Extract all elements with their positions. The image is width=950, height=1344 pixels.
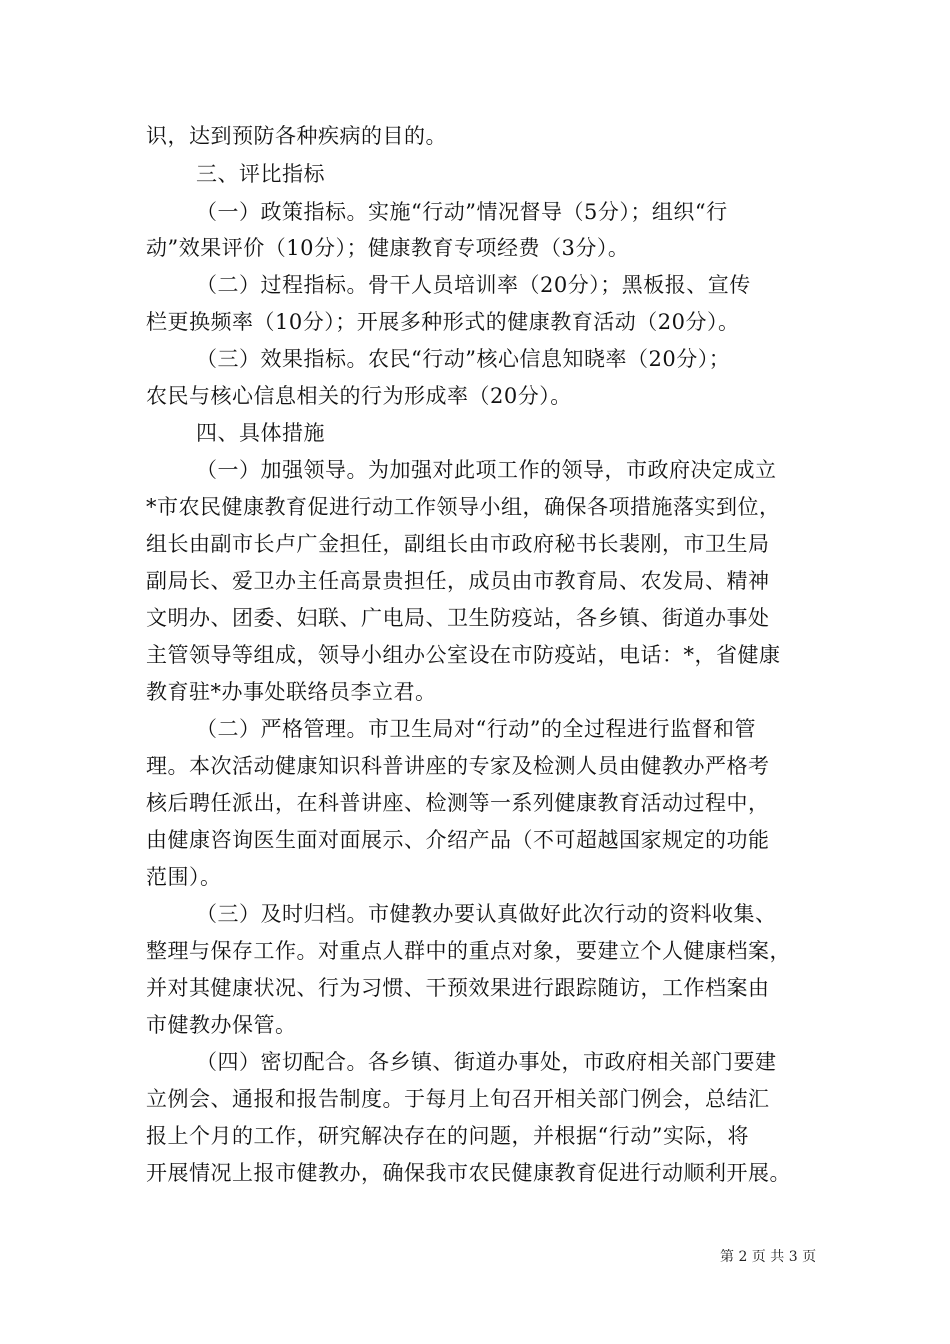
text-line: 整理与保存工作。对重点人群中的重点对象，要建立个人健康档案， [146,939,791,963]
text-line: 动”效果评价（10分）；健康教育专项经费（3分）。 [146,236,630,260]
text-line: 由健康咨询医生面对面展示、介绍产品（不可超越国家规定的功能 [146,828,770,852]
text-line: 农民与核心信息相关的行为形成率（20分）。 [146,384,572,408]
text-line: 范围）。 [146,865,222,889]
text-line: 市健教办保管。 [146,1013,297,1037]
text-line: （二）严格管理。市卫生局对“行动”的全过程进行监督和管 [196,717,756,741]
text-line: （一）政策指标。实施“行动”情况督导（5分）；组织“行 [196,200,728,224]
text-line: 报上个月的工作，研究解决存在的问题，并根据“行动”实际，将 [146,1124,749,1148]
text-line: 理。本次活动健康知识科普讲座的专家及检测人员由健教办严格考 [146,754,770,778]
text-line: 立例会、通报和报告制度。于每月上旬召开相关部门例会，总结汇 [146,1087,770,1111]
text-line: （三）效果指标。农民“行动”核心信息知晓率（20分）； [196,347,731,371]
text-line: （三）及时归档。市健教办要认真做好此次行动的资料收集、 [196,902,777,926]
text-line: （一）加强领导。为加强对此项工作的领导，市政府决定成立 [196,458,777,482]
text-line: 开展情况上报市健教办，确保我市农民健康教育促进行动顺利开展。 [146,1161,791,1185]
page-number-footer: 第 2 页 共 3 页 [720,1249,817,1265]
text-line: 组长由副市长卢广金担任，副组长由市政府秘书长裴刚，市卫生局 [146,532,770,556]
text-line: 教育驻*办事处联络员李立君。 [146,680,437,704]
section-heading: 三、评比指标 [196,162,325,186]
section-heading: 四、具体措施 [196,421,325,445]
text-line: *市农民健康教育促进行动工作领导小组，确保各项措施落实到位， [146,495,781,519]
text-line: 副局长、爱卫办主任高景贵担任，成员由市教育局、农发局、精神 [146,569,770,593]
text-line: 主管领导等组成，领导小组办公室设在市防疫站，电话：*，省健康 [146,643,781,667]
text-line: （四）密切配合。各乡镇、街道办事处，市政府相关部门要建 [196,1050,777,1074]
text-line: 栏更换频率（10分）；开展多种形式的健康教育活动（20分）。 [146,310,740,334]
text-line: 并对其健康状况、行为习惯、干预效果进行跟踪随访，工作档案由 [146,976,770,1000]
text-line: 识，达到预防各种疾病的目的。 [146,124,447,148]
text-line: 文明办、团委、妇联、广电局、卫生防疫站，各乡镇、街道办事处 [146,606,770,630]
text-line: 核后聘任派出，在科普讲座、检测等一系列健康教育活动过程中， [146,791,770,815]
text-line: （二）过程指标。骨干人员培训率（20分）；黑板报、宣传 [196,273,751,297]
